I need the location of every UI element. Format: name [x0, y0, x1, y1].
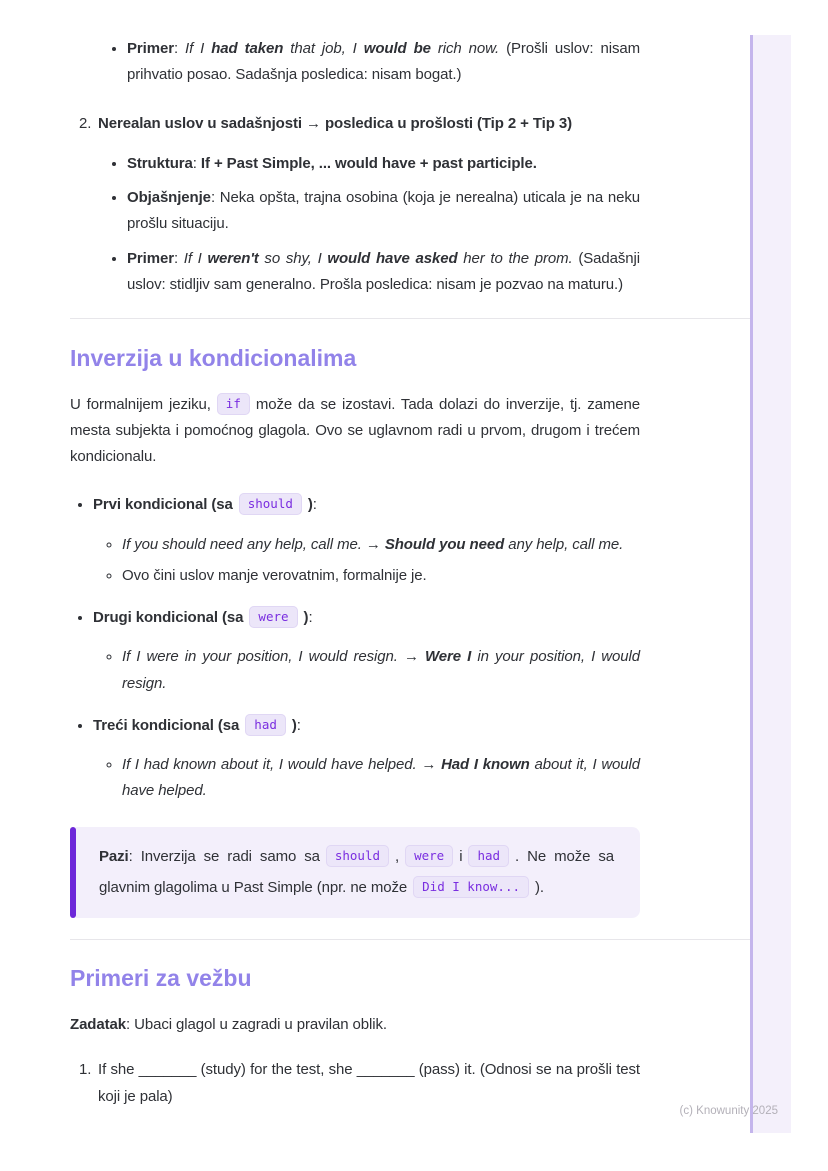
text-segment: :: [312, 496, 317, 514]
text-segment: Treći kondicional (sa: [93, 716, 240, 734]
text-segment: If she _______ (study) for the test, she _______ (pass) it. (Odnosi se na prošli test koji je pala): [98, 1061, 640, 1105]
numbered-item-2: [70, 111, 640, 137]
section-divider: [70, 939, 757, 940]
prvi-kondicional-head: [93, 492, 640, 518]
text-segment: would be: [363, 40, 431, 57]
text-segment: Objašnjenje: [127, 189, 211, 206]
text-segment: If I: [183, 249, 208, 267]
prvi-example: [122, 532, 640, 558]
code-chip: had: [245, 714, 286, 736]
bullet-primer-tip23: [127, 36, 640, 89]
treci-kondicional-head: [93, 713, 640, 739]
callout-accent-bar: [70, 827, 76, 918]
exercise-item-1-text: [98, 1057, 640, 1110]
document-content: [70, 0, 640, 1110]
text-segment: ): [307, 496, 313, 514]
drugi-kondicional-head: [93, 605, 640, 631]
bullet-objasnjenje: [127, 185, 640, 238]
text-segment: (Prošli uslov: nisam prihvatio posao. Sadašnja posledica: nisam bogat.): [127, 40, 641, 84]
section-heading-inverzija: Inverzija u kondicionalima: [70, 345, 357, 371]
list-item-treci-kondicional: [93, 713, 640, 805]
drugi-kondicional-sublist: [93, 644, 640, 697]
code-chip: were: [405, 845, 453, 867]
text-segment: had taken: [211, 40, 284, 57]
text-segment: Pazi: [99, 847, 129, 865]
text-segment: If I were in your position, I would resign. →: [122, 648, 426, 666]
text-segment: Nerealan uslov u sadašnjosti → posledica u prošlosti (Tip 2 + Tip 3): [98, 114, 573, 132]
text-segment: Primer: [127, 249, 174, 267]
text-segment: so shy, I: [258, 249, 328, 267]
text-segment: ).: [535, 879, 544, 897]
text-segment: :: [308, 609, 313, 627]
scrollbar-track[interactable]: [750, 35, 791, 1133]
callout-pazi: [70, 827, 640, 918]
text-segment: Were I: [425, 648, 472, 666]
text-segment: If I: [185, 40, 212, 57]
drugi-example: [122, 644, 640, 697]
text-segment: If I had known about it, I would have helped. →: [122, 756, 442, 774]
text-segment: would have asked: [327, 249, 458, 267]
text-segment: :: [173, 40, 186, 57]
list-item-drugi-kondicional: [93, 605, 640, 697]
text-segment: Primer: [127, 40, 174, 57]
text-segment: If + Past Simple, ... would have + past participle.: [200, 154, 537, 172]
text-segment: her to the prom.: [457, 249, 573, 267]
text-segment: any help, call me.: [504, 535, 624, 553]
text-segment: . Ne može sa glavnim glagolima u Past Simple (npr. ne može: [99, 847, 614, 897]
kondicionali-list: [70, 492, 640, 804]
text-segment: (Sadašnji uslov: stidljiv sam generalno. Prošla posledica: nisam je pozvao na maturu.): [127, 249, 641, 293]
text-segment: about it, I would have helped.: [122, 756, 641, 800]
text-segment: :: [296, 716, 301, 734]
text-segment: : Neka opšta, trajna osobina (koja je nerealna) uticala je na neku prošlu situaciju.: [127, 189, 640, 233]
text-segment: in your position, I would resign.: [122, 648, 640, 692]
rule2-detail-list: [70, 151, 640, 298]
list-item-prvi-kondicional: [93, 492, 640, 589]
text-segment: : Inverzija se radi samo sa: [128, 847, 320, 865]
bullet-primer: [127, 246, 640, 299]
text-segment: ): [291, 716, 297, 734]
numbered-item-2-text: [98, 111, 640, 137]
bullet-struktura: [127, 151, 640, 177]
text-segment: :: [173, 249, 184, 267]
zadatak-paragraph: [70, 1012, 640, 1038]
code-chip: had: [468, 845, 509, 867]
code-chip: Did I know...: [413, 876, 529, 898]
text-segment: Struktura: [127, 154, 193, 172]
text-segment: that job, I: [283, 40, 364, 57]
prvi-note: [122, 563, 640, 589]
text-segment: weren't: [207, 249, 259, 267]
text-segment: U formalnijem jeziku,: [70, 395, 211, 413]
copyright-watermark: (c) Knowunity 2025: [679, 1105, 778, 1117]
treci-kondicional-sublist: [93, 752, 640, 805]
text-segment: ): [303, 609, 309, 627]
text-segment: ,: [395, 847, 400, 865]
treci-example: [122, 752, 640, 805]
numbered-item-2-marker: 2.: [79, 114, 92, 132]
section-heading-primeri: Primeri za vežbu: [70, 964, 252, 991]
text-segment: i: [459, 847, 463, 865]
text-segment: If you should need any help, call me. →: [122, 535, 385, 553]
text-segment: može da se izostavi. Tada dolazi do inverzije, tj. zamene mesta subjekta i pomoćnog glagola. Ovo se uglavnom radi u prvom, drugom i trećem kondicionalu.: [70, 395, 640, 466]
tip23-example-list: [70, 36, 640, 89]
text-segment: Had I known: [441, 756, 530, 774]
text-segment: Ovo čini uslov manje verovatnim, formalnije je.: [122, 566, 427, 584]
text-segment: Should you need: [384, 535, 505, 553]
code-chip: should: [326, 845, 389, 867]
exercise-item-1: [70, 1057, 640, 1110]
code-chip: were: [249, 606, 297, 628]
text-segment: Zadatak: [70, 1016, 126, 1034]
code-chip: if: [217, 393, 250, 415]
text-segment: :: [192, 154, 201, 172]
text-segment: rich now.: [430, 40, 500, 57]
text-segment: Prvi kondicional (sa: [93, 496, 233, 514]
callout-pazi-text: [99, 848, 614, 897]
code-chip: should: [239, 493, 302, 515]
section-divider: [70, 318, 757, 319]
text-segment: : Ubaci glagol u zagradi u pravilan oblik.: [126, 1016, 387, 1034]
prvi-kondicional-sublist: [93, 532, 640, 590]
inverzija-intro-paragraph: [70, 392, 640, 471]
exercise-item-1-marker: 1.: [79, 1061, 92, 1079]
text-segment: Drugi kondicional (sa: [93, 609, 244, 627]
